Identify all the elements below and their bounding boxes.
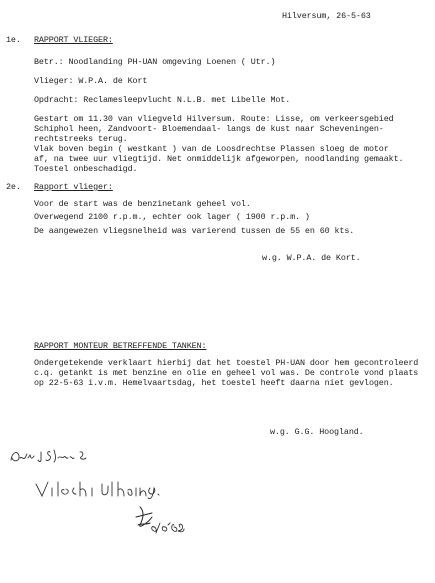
section2-line: De aangewezen vliegsnelheid was varierend tussen de 55 en 60 kts. xyxy=(34,226,355,236)
place-date: Hilversum, 26-5-63 xyxy=(282,11,371,21)
section2-line: Overwegend 2100 r.p.m., echter ook lager ( 1900 r.p.m. ) xyxy=(34,212,310,222)
section3-line: c.q. getankt is met benzine en olie en geheel vol was. De controle vond plaats xyxy=(34,368,419,378)
section3-line: Ondergetekende verklaart hierbij dat het toestel PH-UAN door hem gecontroleerd xyxy=(34,358,419,368)
section1-vlieger: Vlieger: W.P.A. de Kort xyxy=(34,76,148,86)
section1-heading: RAPPORT VLIEGER: xyxy=(34,35,113,45)
section2-number: 2e. xyxy=(6,182,21,192)
section1-body-line: rechtstreeks terug. xyxy=(34,134,128,144)
handwritten-note xyxy=(32,478,172,505)
section1-body-line: af, na twee uur vliegtijd. Net onmiddelijk afgeworpen, noodlanding gemaakt. xyxy=(34,154,404,164)
section1-body-line: Toestel onbeschadigd. xyxy=(34,164,138,174)
section1-body-line: Schiphol heen, Zandvoort- Bloemendaal- langs de kust naar Scheveningen- xyxy=(34,124,384,134)
handwritten-date-note xyxy=(8,446,98,471)
section3-line: op 22-5-63 i.v.m. Hemelvaartsdag, het toestel heeft daarna niet gevlogen. xyxy=(34,378,394,388)
section1-number: 1e. xyxy=(6,35,21,45)
section2-heading: Rapport vlieger: xyxy=(34,182,113,192)
section1-opdracht: Opdracht: Reclamesleepvlucht N.L.B. met Libelle Mot. xyxy=(34,95,291,105)
handwritten-initial-date xyxy=(134,503,194,542)
section2-line: Voor de start was de benzinetank geheel vol. xyxy=(34,199,251,209)
section1-betr: Betr.: Noodlanding PH-UAN omgeving Loenen ( Utr.) xyxy=(34,57,276,67)
section1-body-line: Vlak boven begin ( westkant ) van de Loosdrechtse Plassen sloeg de motor xyxy=(34,144,389,154)
section3-signature: w.g. G.G. Hoogland. xyxy=(270,427,364,437)
section2-signature: w.g. W.P.A. de Kort. xyxy=(262,253,361,263)
section3-heading: RAPPORT MONTEUR BETREFFENDE TANKEN: xyxy=(34,341,207,351)
section1-body-line: Gestart om 11.30 van vliegveld Hilversum. Route: Lisse, om verkeersgebied xyxy=(34,114,394,124)
